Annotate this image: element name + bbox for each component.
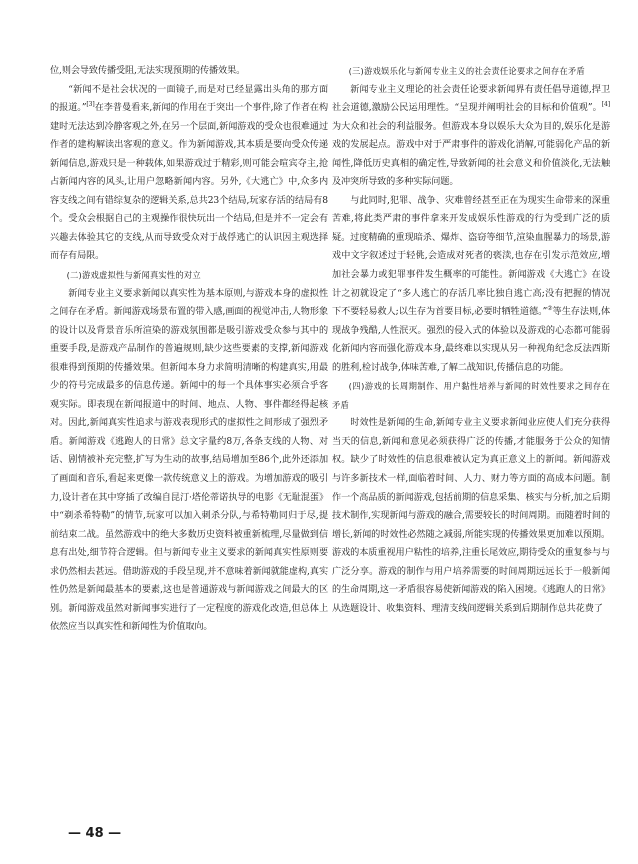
paragraph-continued: 位,则会导致传播受阻,无法实现预期的传播效果。 [50,66,246,76]
citation-3: [3] [86,101,95,109]
paragraph-timeliness: 时效性是新闻的生命,新闻专业主义要求新闻业应使人们充分获得当天的信息,新闻和意见必须获得广泛的传播,才能服务于公众的知情权。缺少了时效性的信息很难被认定为真正意义上的新闻。新闻游戏与许多新技术一样,面临着时间、人力、财力等方面的高成本问题。制作一个高品质的新闻游戏,包括前期的信息采集、核实与分析,加之后期技术制作,实现新闻与游戏的融合,需要较长的时间周期。而随着时间的增长,新闻的时效性必然随之减弱,所能实现的传播效果更加难以预期。游戏的本质重视用户粘性的培养,注重长尾效应,期待受众的重复参与与广泛分享。游戏的制作与用户培养需要的时间周期远远长于一般新闻的生命周期,这一矛盾很容易使新闻游戏的陷入困境。《逃跑人的日常》从选题设计、收集资料、理清支线间逻辑关系到后期制作总共花费了 [332,418,611,614]
paragraph-entertainment-critique [332,192,610,377]
section-heading-2: (二)游戏虚拟性与新闻真实性的对立 [66,270,201,281]
left-column [50,62,328,637]
paragraph-body: 等生存法则,体现战争残酷,人性泯灭。强烈的侵入式的体验以及游戏的心态都可能弱化新闻内容而强化游戏本身,最终难以实现从另一种视角纪念反法西斯的胜利,检讨战争,体味苦难,了解二战知识,传播信息的功能。 [332,307,610,373]
paragraph-body: 为大众和社会的利益服务。但游戏本身以娱乐大众为目的,娱乐化是游戏的发展起点。游戏中对于严肃事件的游戏化消解,可能弱化产品的新闻性,降低历史真相的确定性,导致新闻的社会意义和价值淡化,无法触及冲突所导致的多种实际问题。 [332,121,610,188]
footnote-2: ② [547,305,553,313]
paragraph-body: 在李普曼看来,新闻的作用在于突出一个事件,除了作者在构建时无法达到冷静客观之外,在另一个层面,新闻游戏的受众也很难通过作者的建构解读出客观的意义。作为新闻游戏,其本质是要向受众传递新闻信息,游戏只是一种载体,如果游戏过于精彩,则可能会喧宾夺主,抢占新闻内容的风头,让用户忽略新闻内容。另外,《大逃亡》中,众多内容支线之间有错综复杂的逻辑关系,总共23个结局,玩家存活的结局有8个。受众会根据自己的主观操作很快玩出一个结局,但是并不一定会有兴趣去体验其它的支线,从而导致受众对于战俘逃亡的认识因主观选择而存有局限。 [50,103,328,262]
right-column [332,62,610,618]
paragraph-body: 与此同时,犯罪、战争、灾难曾经甚至正在为现实生命带来的深重苦难,将此类严肃的事件拿来开发成娱乐性游戏的行为受到广泛的质疑。过度精确的重现暗杀、爆炸、盗窃等细节,渲染血腥暴力的场景,游戏中文字叙述过于轻佻,会造成对死者的亵渎,也存在引发示范效应,增加社会暴力或犯罪事件发生概率的可能性。新闻游戏《大逃亡》在设计之初就设定了“多人逃亡的存活几率比独自逃亡高;没有把握的情况下不要轻易救人;以生存为首要目标,必要时牺牲道德。” [332,195,610,318]
quote-text: “新闻不是社会状况的一面镜子,而是对已经显露出头角的那方面的报道。” [50,84,328,114]
paragraph-social-responsibility [332,81,610,192]
citation-4: [4] [601,101,610,109]
paragraph-authenticity: 新闻专业主义要求新闻以真实性为基本原则,与游戏本身的虚拟性之间存在矛盾。新闻游戏场景布置的带入感,画面的视觉冲击,人物形象的设计以及背景音乐所渲染的游戏氛围都是吸引游戏受众参与其中的重要手段,是游戏产品制作的普遍规则,缺少这些要素的支撑,新闻游戏很难得到预期的传播效果。但新闻本身力求简明清晰的构建真实,用最少的符号完成最多的信息传递。新闻中的每一个具体事实必须合乎客观实际。即表现在新闻报道中的时间、地点、人物、事件都经得起核对。因此,新闻真实性追求与游戏表现形式的虚拟性之间形成了强烈矛盾。新闻游戏《逃跑人的日常》总文字量约8万,各条支线的人物、对话、剧情被补充完整,扩写为生动的故事,结局增加至86个,此外还添加了画面和音乐,看起来更像一款传统意义上的游戏。为增加游戏的吸引力,设计者在其中穿插了改编自昆汀·塔伦蒂诺执导的电影《无耻混蛋》中“剃杀希特勒”的情节,玩家可以加入刺杀分队,与希特勒同归于尽,提前结束二战。虽然游戏中的绝大多数历史资料被重新梳理,尽量做到信息有出处,细节符合逻辑。但与新闻专业主义要求的新闻真实性原则要求仍然相去甚远。借助游戏的手段呈现,并不意味着新闻就能虚构,真实性仍然是新闻最基本的要素,这也是普通游戏与新闻游戏之间最大的区别。新闻游戏虽然对新闻事实进行了一定程度的游戏化改造,但总体上依然应当以真实性和新闻性为价值取向。 [50,288,328,633]
section-heading-3: (三)游戏娱乐化与新闻专业主义的社会责任论要求之间存在矛盾 [348,66,585,76]
paragraph-body: 新闻专业主义理论的社会责任论要求新闻界有责任倡导道德,捍卫社会道德,激励公民运用理性。“呈现并阐明社会的目标和价值观”。 [332,84,610,114]
section-heading-4: (四)游戏的长周期制作、用户黏性培养与新闻的时效性要求之间存在矛盾 [332,381,610,410]
paragraph-lippmann-quote [50,81,328,266]
page-number: — 48 — [68,826,122,841]
